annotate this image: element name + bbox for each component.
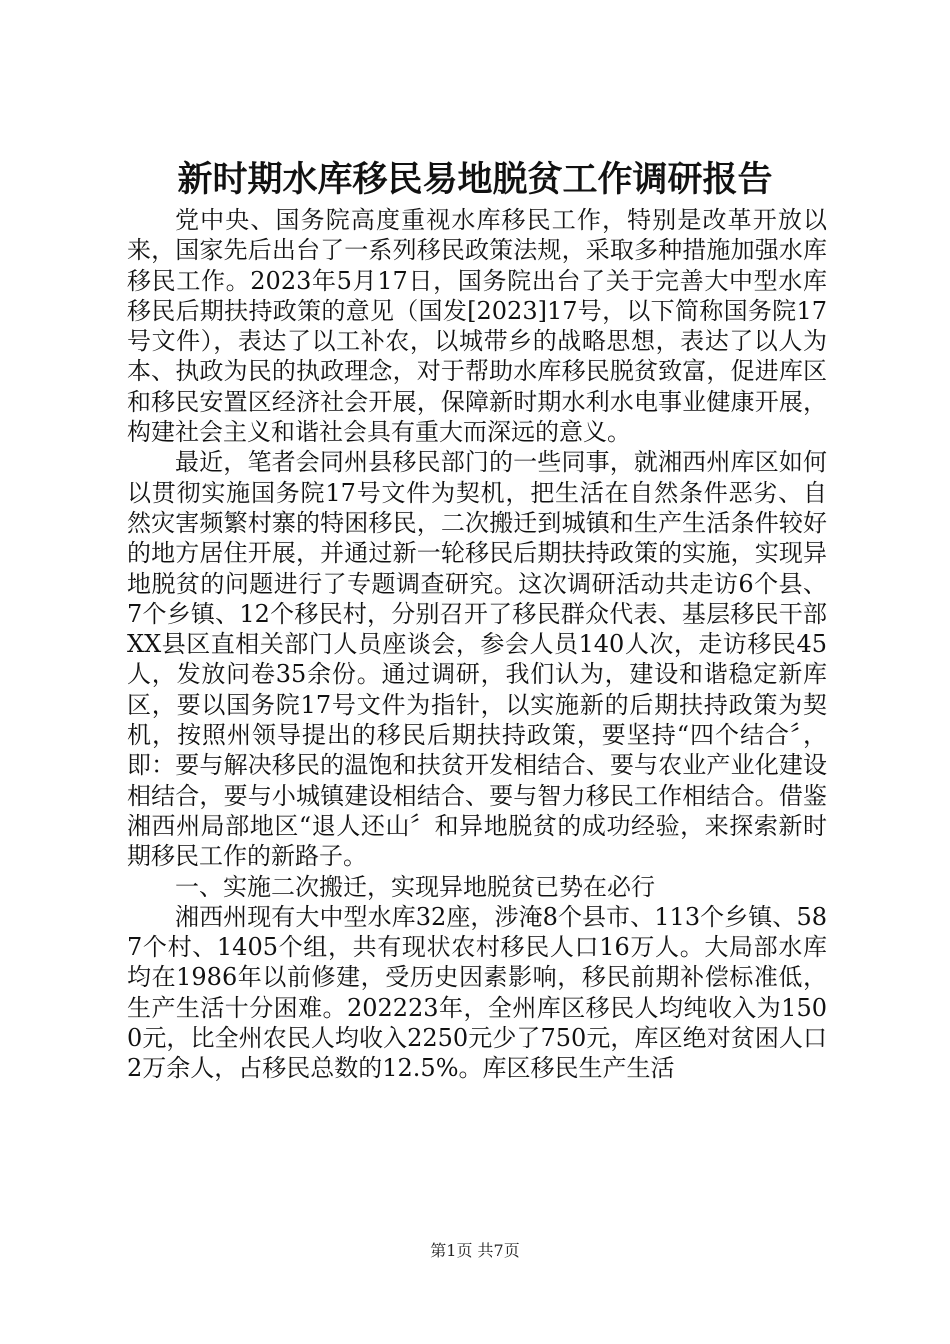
document-title: 新时期水库移民易地脱贫工作调研报告 [177, 159, 773, 200]
section-heading: 一、实施二次搬迁，实现异地脱贫已势在必行 [175, 872, 655, 901]
page-number-footer: 第1页 共7页 [430, 1241, 520, 1260]
section-paragraph: 湘西州现有大中型水库32座，涉淹8个县市、113个乡镇、587个村、1405个组，共有现状农村移民人口16万人。大局部水库均在1986年以前修建，受历史因素影响，移民前期补偿标准低，生产生活十分困难。202223年，全州库区移民人均纯收入为1500元，比全州农民人均收入2250元少了750元，库区绝对贫困人口2万余人，占移民总数的12.5%。库区移民生产生活 [127, 902, 827, 1083]
document-body [127, 205, 827, 1084]
body-paragraph-2: 最近，笔者会同州县移民部门的一些同事，就湘西州库区如何以贯彻实施国务院17号文件为契机，把生活在自然条件恶劣、自然灾害频繁村寨的特困移民，二次搬迁到城镇和生产生活条件较好的地方居住开展，并通过新一轮移民后期扶持政策的实施，实现异地脱贫的问题进行了专题调查研究。这次调研活动共走访6个县、7个乡镇、12个移民村，分别召开了移民群众代表、基层移民干部XX县区直相关部门人员座谈会，参会人员140人次，走访移民45人，发放问卷35余份。通过调研，我们认为，建设和谐稳定新库区，要以国务院17号文件为指针，以实施新的后期扶持政策为契机，按照州领导提出的移民后期扶持政策，要坚持“四个结合〞，即：要与解决移民的温饱和扶贫开发相结合、要与农业产业化建设相结合，要与小城镇建设相结合、要与智力移民工作相结合。借鉴湘西州局部地区“退人还山〞和异地脱贫的成功经验，来探索新时期移民工作的新路子。 [127, 448, 827, 871]
body-paragraph-1: 党中央、国务院高度重视水库移民工作，特别是改革开放以来，国家先后出台了一系列移民政策法规，采取多种措施加强水库移民工作。2023年5月17日，国务院出台了关于完善大中型水库移民后期扶持政策的意见（国发[2023]17号，以下简称国务院17号文件），表达了以工补农，以城带乡的战略思想，表达了以人为本、执政为民的执政理念，对于帮助水库移民脱贫致富，促进库区和移民安置区经济社会开展，保障新时期水利水电事业健康开展，构建社会主义和谐社会具有重大而深远的意义。 [127, 206, 827, 447]
